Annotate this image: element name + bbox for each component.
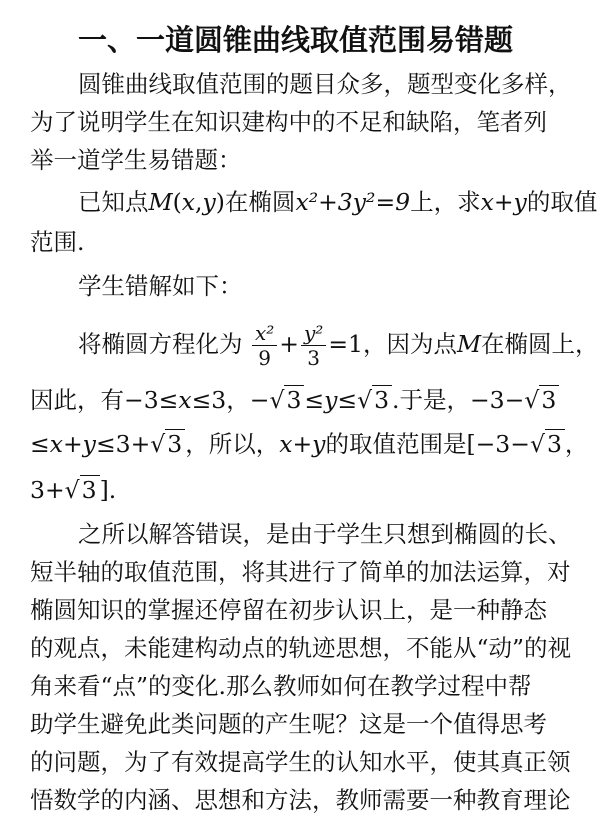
paragraph-line: 的观点，未能建构动点的轨迹思想，不能从“动”的视 — [30, 634, 572, 662]
sqrt-3: √3 — [524, 380, 559, 420]
paragraph-line: 的问题，为了有效提高学生的认知水平，使其真正领 — [30, 748, 571, 776]
paragraph-line: 短半轴的取值范围，将其进行了简单的加法运算，对 — [30, 558, 571, 586]
sqrt-3: √3 — [530, 424, 565, 464]
paragraph-line: 为了说明学生在知识建构中的不足和缺陷，笔者列 — [30, 108, 547, 136]
solution-line: 3+√3 ]. — [30, 470, 116, 510]
sqrt-3: √3 — [65, 470, 100, 510]
fraction-x2-over-9: $\frac{\text{x²}}{9}$ — [252, 321, 277, 370]
paragraph-line: 椭圆知识的掌握还停留在初步认识上，是一种静态 — [30, 596, 547, 624]
ellipse-equation: x²+3y²=9 — [295, 188, 411, 216]
paragraph-line: 圆锥曲线取值范围的题目众多，题型变化多样， — [78, 70, 572, 98]
paragraph-line: 角来看“点”的变化.那么教师如何在教学过程中帮 — [30, 672, 532, 700]
problem-line: 范围. — [30, 228, 85, 256]
solution-line: ≤x+y≤3+√3 ，所以，x+y的取值范围是[−3−√3 ， — [30, 424, 588, 464]
section-heading: 一、一道圆锥曲线取值范围易错题 — [78, 23, 514, 57]
sqrt-3: √3 — [357, 380, 392, 420]
paragraph-line: 助学生避免此类问题的产生呢？这是一个值得思考 — [30, 710, 547, 738]
target-expression: x+y — [480, 188, 527, 216]
paragraph-line: 悟数学的内涵、思想和方法，教师需要一种教育理论 — [30, 786, 571, 814]
var-M: M — [148, 188, 173, 216]
sqrt-3: √3 — [269, 380, 304, 420]
problem-line: 已知点M(x,y)在椭圆x²+3y²=9上，求x+y的取值 — [78, 188, 598, 216]
wrong-solution-intro: 学生错解如下： — [78, 272, 243, 300]
solution-line: 因此，有−3≤x≤3，−√3 ≤y≤√3 .于是，−3−√3 — [30, 380, 559, 420]
fraction-y2-over-3: $\frac{\text{y²}}{3}$ — [301, 321, 326, 370]
paragraph-line: 举一道学生易错题： — [30, 146, 242, 174]
paragraph-line: 之所以解答错误，是由于学生只想到椭圆的长、 — [78, 520, 572, 548]
solution-line: 将椭圆方程化为 $\frac{\text{x²}}{9}$ + $\frac{\text{y²}}{3}$ =1，因为点M在椭圆上， — [78, 321, 599, 370]
sqrt-3: √3 — [150, 424, 185, 464]
